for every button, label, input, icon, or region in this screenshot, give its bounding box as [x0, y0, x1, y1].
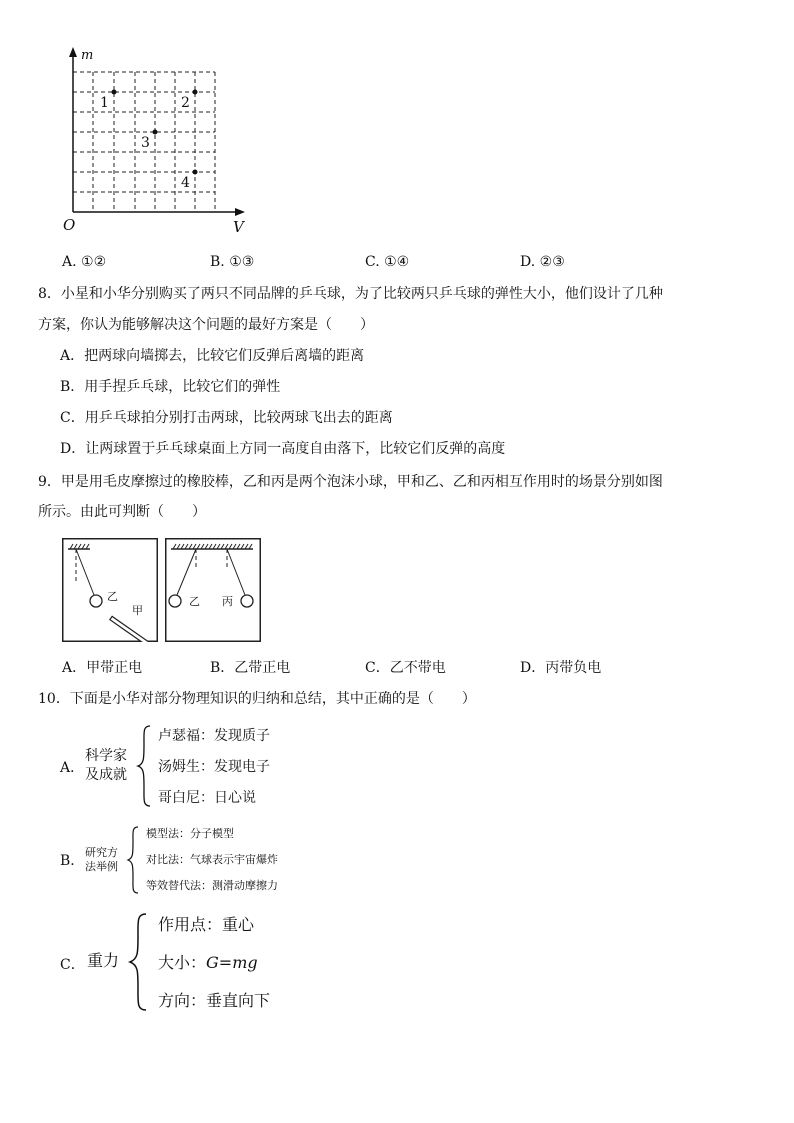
point-label-4: 4: [181, 175, 190, 191]
q7-option-b[interactable]: B. ①③: [210, 254, 255, 270]
ball-yi-label-2: 乙: [189, 595, 200, 608]
q8-option-d[interactable]: D．让两球置于乒乓球桌面上方同一高度自由落下，比较它们反弹的高度: [60, 441, 506, 457]
origin-label: O: [63, 216, 76, 234]
q10-c-item-3: 方向：垂直向下: [158, 991, 271, 1010]
q8-stem-line2: 方案，你认为能够解决这个问题的最好方案是（ ）: [38, 317, 374, 333]
q10-c-item-2: 大小：G=mg: [158, 953, 258, 972]
q8-stem-line1: 8．小星和小华分别购买了两只不同品牌的乒乓球，为了比较两只乒乓球的弹性大小，他们设计了几种: [38, 286, 663, 302]
q8-option-b[interactable]: B．用手捏乒乓球，比较它们的弹性: [60, 379, 281, 395]
point-3: [153, 130, 158, 135]
q9-option-a[interactable]: A．甲带正电: [62, 660, 143, 676]
q10-b-item-1: 模型法：分子模型: [146, 827, 234, 840]
brace-icon: [128, 912, 148, 1012]
point-label-2: 2: [181, 95, 190, 111]
rod-jia-label: 甲: [132, 604, 143, 617]
point-2: [193, 90, 198, 95]
q9-figure-two-balls: [165, 538, 261, 642]
q10-stem: 10．下面是小华对部分物理知识的归纳和总结，其中正确的是（ ）: [38, 691, 476, 707]
q10-b-item-3: 等效替代法：测滑动摩擦力: [146, 879, 278, 892]
q8-option-c[interactable]: C．用乒乓球拍分别打击两球，比较两球飞出去的距离: [60, 410, 393, 426]
q10-option-c-label[interactable]: C．: [60, 957, 85, 973]
q7-option-d[interactable]: D. ②③: [520, 254, 565, 270]
point-4: [193, 170, 198, 175]
q10-b-heading-1: 研究方: [85, 846, 118, 859]
q9-stem-line1: 9．甲是用毛皮摩擦过的橡胶棒，乙和丙是两个泡沫小球，甲和乙、乙和丙相互作用时的场景分别如图: [38, 474, 663, 490]
q10-a-heading-1: 科学家: [85, 748, 127, 764]
q7-mass-volume-graph: [55, 45, 255, 240]
q8-option-a[interactable]: A．把两球向墙掷去，比较它们反弹后离墙的距离: [60, 348, 365, 364]
point-label-1: 1: [100, 95, 109, 111]
q9-stem-line2: 所示。由此可判断（ ）: [38, 504, 206, 520]
q10-c-item-1: 作用点：重心: [158, 915, 255, 934]
q10-b-item-2: 对比法：气球表示宇宙爆炸: [146, 853, 278, 866]
q9-option-c[interactable]: C．乙不带电: [365, 660, 446, 676]
q7-option-c[interactable]: C. ①④: [365, 254, 410, 270]
q10-a-item-2: 汤姆生：发现电子: [158, 759, 270, 775]
q9-option-d[interactable]: D．丙带负电: [520, 660, 602, 676]
x-axis-label: V: [233, 218, 244, 236]
ball-yi-label: 乙: [107, 590, 118, 603]
q9-option-b[interactable]: B．乙带正电: [210, 660, 291, 676]
ball-bing-label: 丙: [222, 595, 233, 608]
point-1: [112, 90, 117, 95]
q10-a-item-3: 哥白尼：日心说: [158, 790, 256, 806]
q10-c-heading: 重力: [87, 951, 120, 970]
q10-option-a-label[interactable]: A．: [60, 760, 85, 776]
q10-a-item-1: 卢瑟福：发现质子: [158, 728, 270, 744]
gravity-formula: G=mg: [206, 953, 258, 972]
point-label-3: 3: [141, 135, 150, 151]
q10-b-heading-2: 法举例: [85, 860, 118, 873]
q10-option-b-label[interactable]: B．: [60, 853, 85, 869]
brace-icon: [126, 825, 140, 895]
q9-figure-rod-and-ball: [62, 538, 158, 642]
q7-option-a[interactable]: A. ①②: [62, 254, 107, 270]
q10-a-heading-2: 及成就: [85, 767, 127, 783]
y-axis-label: m: [81, 48, 94, 63]
brace-icon: [136, 724, 152, 808]
